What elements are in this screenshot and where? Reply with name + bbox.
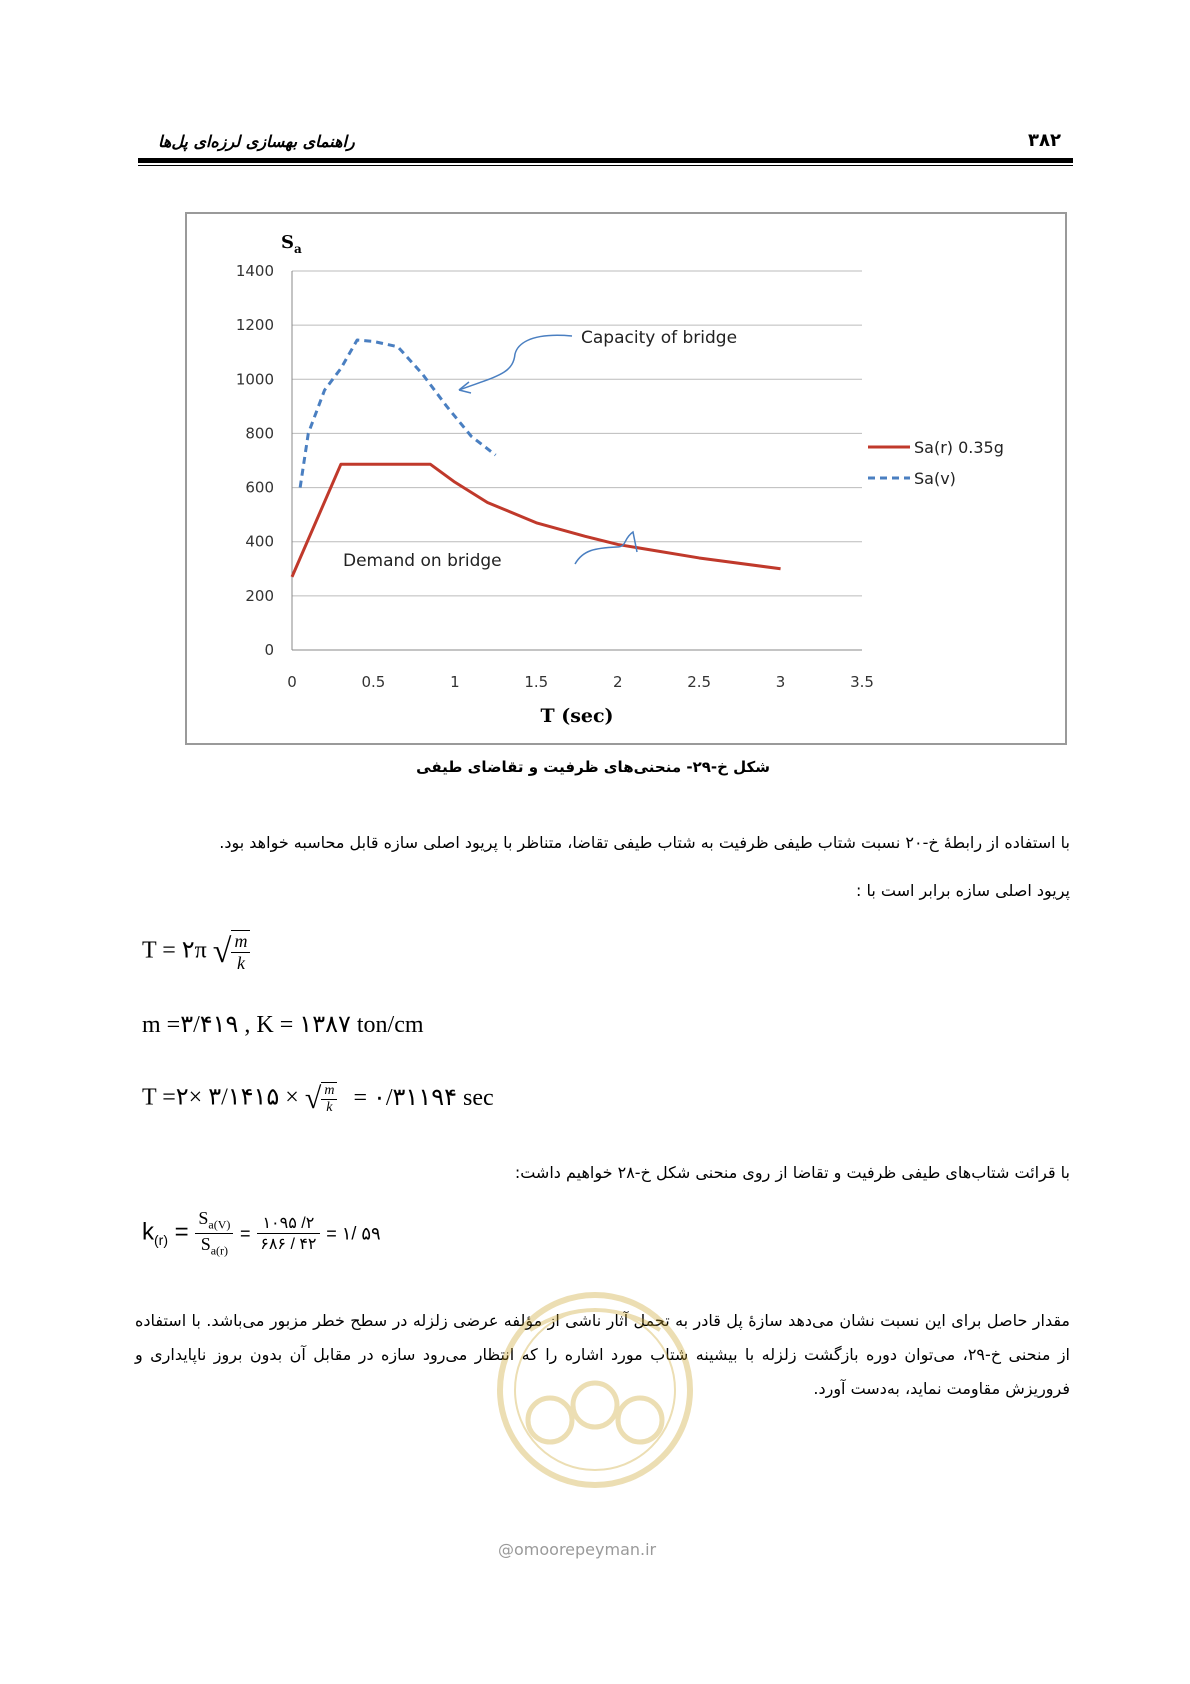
paragraph-1: با استفاده از رابطهٔ خ-۲۰ نسبت شتاب طیفی ظرفیت به شتاب طیفی تقاضا، متناظر با پریود اصلی سازه قابل محاسبه خواهد بود. — [219, 833, 1070, 852]
eq4-num1-sub: a(V) — [208, 1217, 231, 1232]
y-tick-label: 1400 — [235, 262, 274, 280]
header-rule-thin — [138, 165, 1073, 166]
eq3-fraction — [321, 1082, 337, 1116]
paragraph-4: مقدار حاصل برای این نسبت نشان می‌دهد سازهٔ پل قادر به تحمل آثار ناشی از مؤلفه عرضی زلزله در سطح خطر مزبور می‌باشد. با استفاده از منحنی خ-۲۹، می‌توان دوره بازگشت زلزله با بیشینه شتاب مورد اشاره را که انتظار می‌رود سازه در مقابل آن بدون بروز ناپایداری و فروریزش مقاومت نماید، به‌دست آورد. — [135, 1311, 1070, 1398]
eq4-result: = ۱/ ۵۹ — [326, 1223, 381, 1244]
eq4-k-sub: (r) — [154, 1232, 168, 1249]
eq1-lhs: T = ۲π — [142, 937, 207, 964]
eq4-k: k — [142, 1218, 154, 1246]
page-header — [138, 128, 1073, 158]
annotation-demand: Demand on bridge — [343, 551, 502, 571]
x-tick-label: 1 — [450, 673, 460, 691]
legend-label: Sa(r) 0.35g — [914, 438, 1004, 457]
eq1-denominator: k — [236, 953, 245, 973]
sqrt-sign: √ — [304, 1082, 322, 1115]
eq3-denominator: k — [326, 1100, 333, 1115]
chart-svg — [187, 214, 1065, 743]
eq4-den1-s: S — [200, 1233, 211, 1254]
y-tick-label: 200 — [245, 586, 274, 605]
eq4-num1-s: S — [198, 1208, 209, 1228]
y-tick-label: 400 — [245, 532, 274, 551]
x-tick-label: 2.5 — [687, 673, 712, 691]
watermark-text: @omoorepeyman.ir — [498, 1540, 657, 1559]
y-tick-label: 600 — [245, 478, 274, 497]
y-tick-label: 1200 — [235, 316, 274, 335]
eq1-fraction — [231, 930, 250, 974]
x-tick-label: 0 — [287, 673, 297, 691]
annotation-capacity: Capacity of bridge — [581, 328, 738, 348]
seal-icon — [480, 1270, 710, 1530]
x-tick-label: 3 — [775, 673, 786, 691]
x-axis-title: T (sec) — [540, 705, 614, 727]
eq1-numerator: m — [231, 931, 250, 953]
eq3-numerator: m — [321, 1083, 337, 1100]
header-rule-thick — [138, 158, 1073, 163]
figure-caption: شکل خ-۲۹- منحنی‌های ظرفیت و تقاضای طیفی — [416, 758, 770, 776]
eq4-num1 — [195, 1208, 233, 1234]
x-tick-label: 1.5 — [524, 673, 549, 691]
eq3-rhs: = ۰/۳۱۱۹۴ sec — [353, 1084, 494, 1111]
eq3-lhs: T =۲× ۳/۱۴۱۵ × — [142, 1084, 299, 1111]
paragraph-3: با قرائت شتاب‌های طیفی ظرفیت و تقاضا از روی منحنی شکل خ-۲۸ خواهیم داشت: — [514, 1163, 1070, 1182]
eq4-equals-2: = — [240, 1223, 251, 1244]
watermark-seal — [480, 1270, 710, 1550]
eq4-den2: ۶۸۶ / ۴۲ — [260, 1235, 317, 1253]
x-tick-label: 2 — [612, 673, 623, 691]
eq4-num2: ۱۰۹۵ /۲ — [257, 1213, 319, 1234]
page-number: ۳۸۲ — [1028, 130, 1061, 151]
x-tick-label: 0.5 — [361, 673, 386, 691]
legend-label: Sa(v) — [914, 469, 956, 488]
y-tick-label: 1000 — [235, 370, 274, 389]
x-tick-label: 3.5 — [850, 673, 874, 691]
sqrt-sign: √ — [212, 933, 232, 970]
equation-mass-stiffness: m =۳/۴۱۹ , K = ۱۳۸۷ ton/cm — [142, 1012, 424, 1038]
y-tick-label: 0 — [264, 641, 274, 659]
paragraph-2: پریود اصلی سازه برابر است با : — [856, 881, 1070, 900]
equation-period — [142, 930, 250, 974]
equation-ratio — [142, 1208, 381, 1258]
eq4-fraction-2 — [257, 1213, 319, 1254]
y-axis-title: $S_a$ — [281, 232, 302, 256]
annotation-arrow-capacity — [459, 335, 572, 390]
eq4-den1-sub: a(r) — [210, 1243, 229, 1258]
equation-period-value — [142, 1082, 494, 1116]
eq4-fraction-1 — [195, 1208, 233, 1258]
header-title: راهنمای بهسازی لرزه‌ای پل‌ها — [158, 132, 355, 151]
spectrum-chart — [185, 212, 1067, 745]
eq4-den1 — [195, 1234, 233, 1259]
y-tick-label: 800 — [245, 424, 274, 443]
eq4-equals: = — [174, 1218, 189, 1246]
